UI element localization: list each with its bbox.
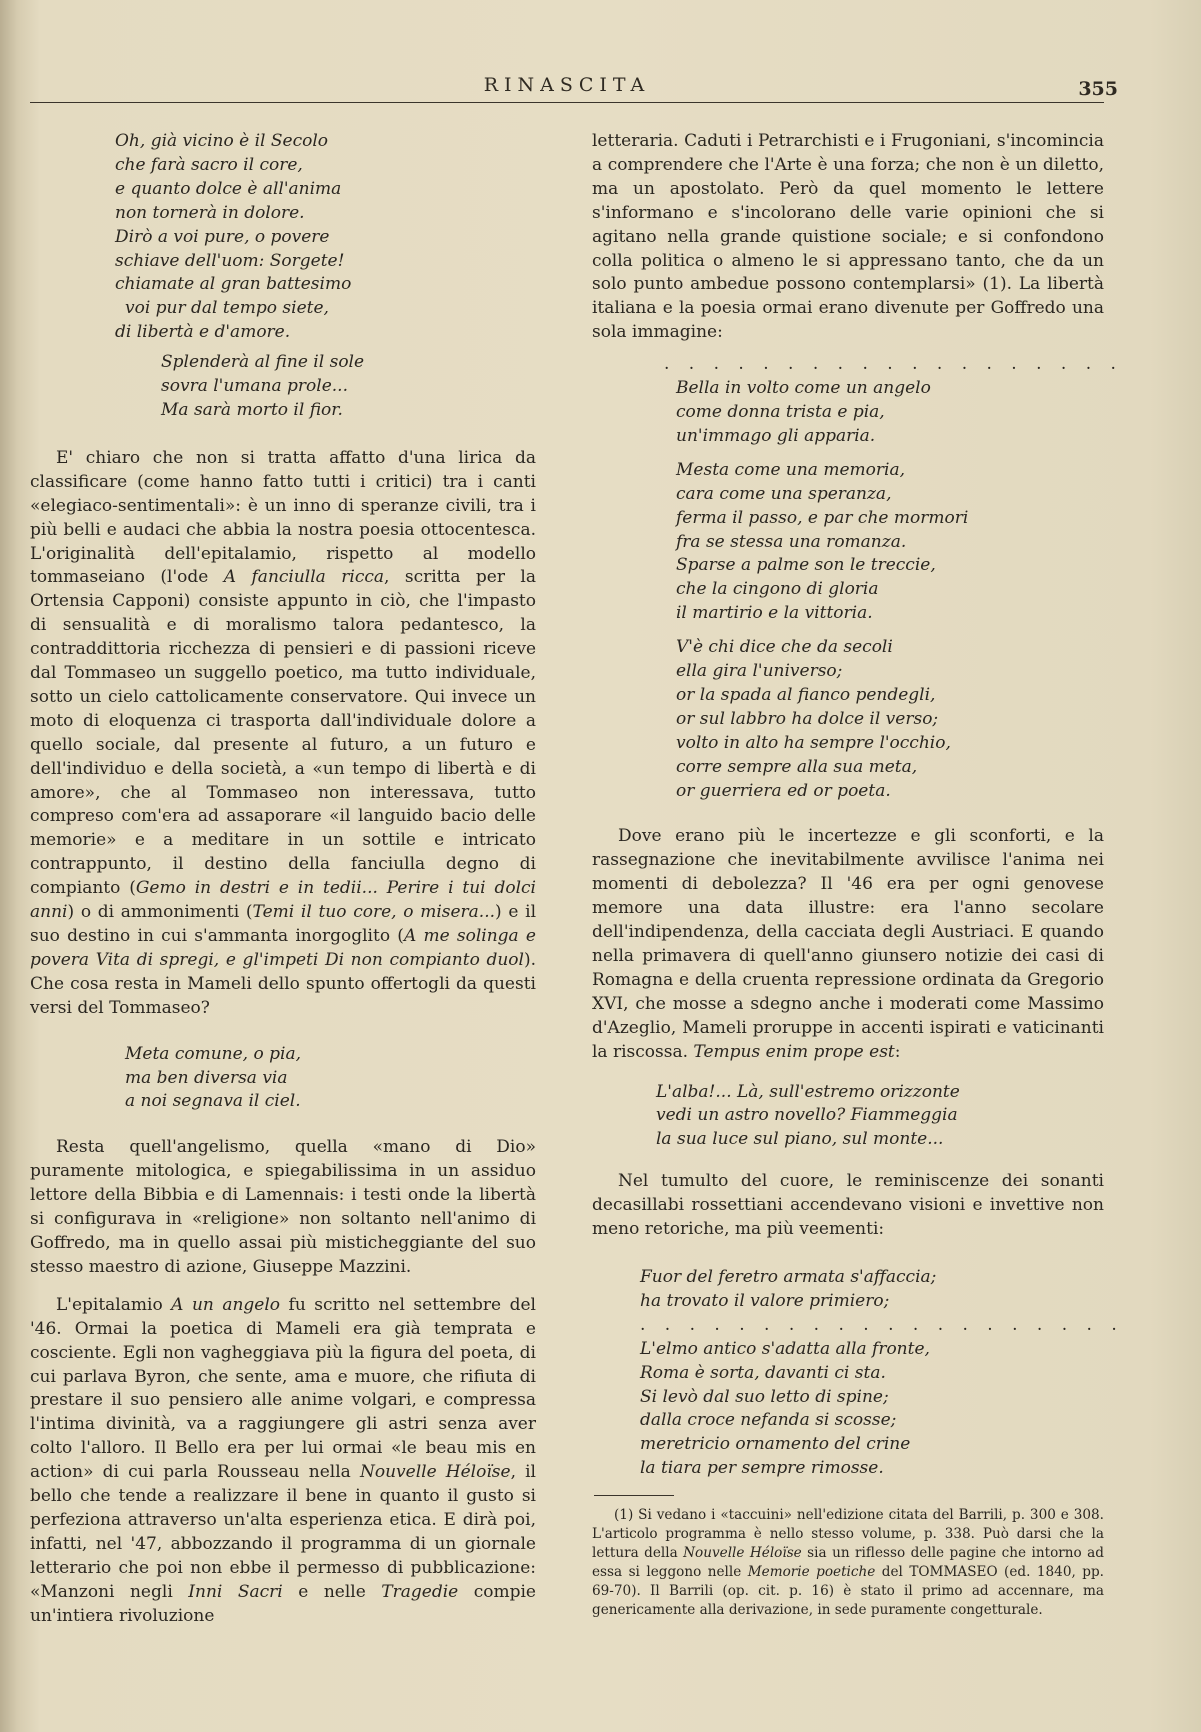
verse-line: ella gira l'universo; (676, 661, 843, 682)
footnote (592, 1506, 1104, 1620)
work-title: Memorie poetiche (747, 1564, 876, 1581)
page-header (30, 72, 1118, 103)
running-title: RINASCITA (483, 74, 651, 96)
verse-line: Roma è sorta, davanti ci sta. (640, 1362, 886, 1383)
text-run: ). Che cosa resta in Mameli dello spunto offertogli da questi versi del Tommaseo? (30, 949, 536, 1018)
verse-line: or la spada al fianco pendegli, (676, 684, 936, 705)
verse-line: la sua luce sul piano, sul monte... (656, 1129, 944, 1150)
poem-3-stanza-3 (676, 636, 1104, 803)
verse-line: e quanto dolce è all'anima (115, 178, 342, 199)
ellipsis-row: . . . . . . . . . . . . . . . . . . . (664, 354, 1123, 375)
spacer (592, 1065, 1104, 1081)
verse-line: cara come una speranza, (676, 483, 892, 504)
text-run: fu scritto nel settembre del '46. Ormai la poetica di Mameli era già temprata e cosciente. Egli non vagheggiava più la figura del poeta, di cui parlava Byron, che sente, ama e muore, che rifiuta di prestare il suo pensiero alle anime volgari, e compressa l'intima divinità, va a raggiungere gli astri senza aver colto l'alloro. Il Bello era per lui ormai «le beau mis en action» di cui parla Rousseau nella (30, 1294, 536, 1483)
spacer (30, 1021, 536, 1043)
left-column (30, 130, 536, 1628)
spacer (30, 1280, 536, 1294)
verse-line: schiave dell'uom: Sorgete! (115, 250, 345, 271)
verse-line: Meta comune, o pia, (125, 1043, 301, 1064)
verse-line: V'è chi dice che da secoli (676, 637, 893, 658)
poem-5 (640, 1266, 1124, 1481)
spacer (592, 803, 1104, 825)
work-title: Inni Sacri (188, 1581, 283, 1602)
verse-line: sovra l'umana prole... (161, 376, 348, 397)
quotation: Temi il tuo core, o misera... (252, 902, 496, 923)
verse-line: Oh, già vicino è il Secolo (115, 131, 329, 151)
spacer (592, 1242, 1104, 1266)
latin-quote: Tempus enim prope est (693, 1041, 895, 1062)
paragraph: letteraria. Caduti i Petrarchisti e i Frugoniani, s'incomincia a comprendere che l'Arte è una forza; che non è un diletto, ma un apostolato. Però da quel momento le lettere s'informano e s'incolorano delle varie opinioni che si agitano nella grande quistione sociale; e si confondono colla politica o almeno le si appressano tanto, che da un solo punto ambedue possono contemplarsi» (1). La libertà italiana e la poesia ormai erano divenute per Goffredo una sola immagine: (592, 131, 1104, 343)
verse-line: Dirò a voi pure, o povere (115, 226, 330, 247)
verse-line: Sparse a palme son le treccie, (676, 555, 936, 576)
footnote-rule (594, 1495, 674, 1496)
work-title: A un angelo (171, 1294, 281, 1315)
spacer (30, 423, 536, 447)
work-title: A fanciulla ricca (223, 567, 384, 588)
text-run: L'epitalamio (56, 1294, 172, 1315)
verse-line: a noi segnava il ciel. (125, 1091, 301, 1112)
verse-line: come donna trista e pia, (676, 401, 885, 422)
text-run: , scritta per la Ortensia Capponi) consiste appunto in ciò, che l'impasto di sensualità e di moralismo talora pedantesco, la contraddittoria ricchezza di pensieri e di passioni riceve dal Tommaseo un suggello poetico, ma tutto individuale, sotto un cielo cattolicamente conservatore. Qui invece un moto di eloquenza ci trasporta dall'individuale dolore a quello sociale, dal presente al futuro, a un futuro e dell'individuo e della società, a «un tempo di libertà e di amore», che al Tommaseo non interessava, tutto compreso com'era ad assaporare «il languido bacio delle memorie» e a meditare in un sottile e intricato contrappunto, il destino della fanciulla degno di compianto ( (30, 567, 536, 899)
verse-line: L'elmo antico s'adatta alla fronte, (640, 1338, 930, 1359)
text-run: compie un'intiera rivoluzione (30, 1581, 536, 1626)
verse-line: Mesta come una memoria, (676, 459, 905, 480)
verse-line: or guerriera ed or poeta. (676, 780, 891, 801)
text-run: sia un riflesso delle pagine che intorno ad essa si leggono nelle (592, 1545, 1104, 1581)
poem-1 (115, 130, 536, 345)
verse-line: voi pur dal tempo siete, (125, 298, 329, 319)
verse-line: di libertà e d'amore. (115, 322, 291, 343)
spacer (592, 345, 1104, 353)
work-title: Tragedie (381, 1581, 459, 1602)
paragraph (30, 1294, 536, 1629)
verse-line: dalla croce nefanda si scosse; (640, 1410, 897, 1431)
verse-line: che la cingono di gloria (676, 579, 879, 600)
ellipsis-row: . . . . . . . . . . . . . . . . . . . . (640, 1314, 1124, 1335)
verse-line: un'immago gli apparia. (676, 425, 876, 446)
right-column (592, 130, 1124, 1620)
verse-line: vedi un astro novello? Fiammeggia (656, 1105, 958, 1126)
text-run: (1) Si vedano i «taccuini» nell'edizione citata del Barrili, p. 300 e 308. L'articolo programma è nello stesso volume, p. 338. Può darsi che la lettura della (592, 1507, 1104, 1562)
quotation: Gemo in destri e in tedii... Perire i tui dolci anni (30, 878, 536, 923)
verse-line: chiamate al gran battesimo (115, 274, 352, 295)
verse-line: Si levò dal suo letto di spine; (640, 1386, 889, 1407)
poem-1-coda (161, 351, 536, 423)
verse-line: Bella in volto come un angelo (676, 378, 931, 399)
work-title: Nouvelle Héloïse (683, 1545, 802, 1562)
verse-line: ma ben diversa via (125, 1067, 288, 1088)
quotation: A me solinga e povera Vita di spregi, e gl'impeti Di non compianto duol (30, 926, 536, 970)
poem-3-stanza-2 (676, 459, 1104, 626)
poem-2 (125, 1043, 536, 1115)
work-title: Nouvelle Héloïse (359, 1462, 511, 1483)
verse-line: Fuor del feretro armata s'affaccia; (640, 1266, 937, 1287)
text-run: E' chiaro che non si tratta affatto d'una lirica da classificare (come hanno fatto tutti i critici) tra i canti «elegiaco-sentimentali»: è un inno di speranze civili, tra i più belli e audaci che abbia la nostra poesia ottocentesca. L'originalità dell'epitalamio, rispetto al modello tommaseiano (l'ode (30, 447, 536, 588)
verse-line: fra se stessa una romanza. (676, 531, 907, 552)
spacer (30, 1114, 536, 1136)
verse-line: Ma sarà morto il fior. (161, 399, 343, 420)
page-number: 355 (1078, 78, 1118, 100)
verse-line: volto in alto ha sempre l'occhio, (676, 732, 951, 753)
text-run: e nelle (282, 1581, 382, 1602)
text-run: , il bello che tende a realizzare il bene in quanto il gusto si perfeziona attraverso un'alta esperienza etica. E dirà poi, infatti, nel '47, abbozzando il programma di un giornale letterario che poi non ebbe il permesso di pubblicazione: «Manzoni negli (30, 1462, 536, 1602)
poem-4 (656, 1081, 1104, 1153)
verse-line: meretricio ornamento del crine (640, 1434, 911, 1455)
text-run: : (894, 1041, 901, 1062)
verse-line: che farà sacro il core, (115, 154, 303, 175)
poem-3-stanza-1 (676, 377, 1104, 449)
verse-line: ha trovato il valore primiero; (640, 1290, 890, 1311)
paragraph: Nel tumulto del cuore, le reminiscenze dei sonanti decasillabi rossettiani accendevano visioni e invettive non meno retoriche, ma più veementi: (592, 1171, 1104, 1240)
text-run: del TOMMASEO (ed. 1840, pp. 69-70). Il Barrili (op. cit. p. 16) è stato il primo ad accennare, ma genericamente alla derivazione, in sede puramente congetturale. (592, 1564, 1104, 1619)
paragraph (30, 447, 536, 1021)
verse-line: Splenderà al fine il sole (161, 352, 365, 373)
verse-line: L'alba!... Là, sull'estremo orizzonte (656, 1081, 960, 1102)
verse-line: non tornerà in dolore. (115, 202, 305, 223)
paragraph: Resta quell'angelismo, quella «mano di Dio» puramente mitologica, e spiegabilissima in un assiduo lettore della Bibbia e di Lamennais: i testi onde la libertà si configurava in «religione» non soltanto nell'animo di Goffredo, ma in quello assai più misticheggiante del suo stesso maestro di azione, Giuseppe Mazzini. (30, 1137, 536, 1277)
text-run: Dove erano più le incertezze e gli sconforti, e la rassegnazione che inevitabilmente avvilisce l'anima nei momenti di debolezza? Il '46 era per ogni genovese memore una data illustre: era l'anno secolare dell'indipendenza, della cacciata degli Austriaci. E quando nella primavera di quell'anno giunsero notizie dei casi di Romagna e della cruenta repressione ordinata da Gregorio XVI, che mosse a sdegno anche i moderati come Massimo d'Azeglio, Mameli proruppe in accenti ispirati e vaticinanti la riscossa. (592, 826, 1104, 1062)
spacer (592, 1152, 1104, 1170)
verse-line: or sul labbro ha dolce il verso; (676, 708, 939, 729)
verse-line: ferma il passo, e par che mormori (676, 507, 969, 528)
text-run: ) o di ammonimenti ( (67, 902, 253, 923)
text-run: ) e il suo destino in cui s'ammanta inorgoglito ( (30, 902, 537, 946)
verse-line: il martirio e la vittoria. (676, 603, 873, 624)
paragraph (592, 825, 1104, 1064)
verse-line: la tiara per sempre rimosse. (640, 1458, 884, 1479)
verse-line: corre sempre alla sua meta, (676, 756, 918, 777)
